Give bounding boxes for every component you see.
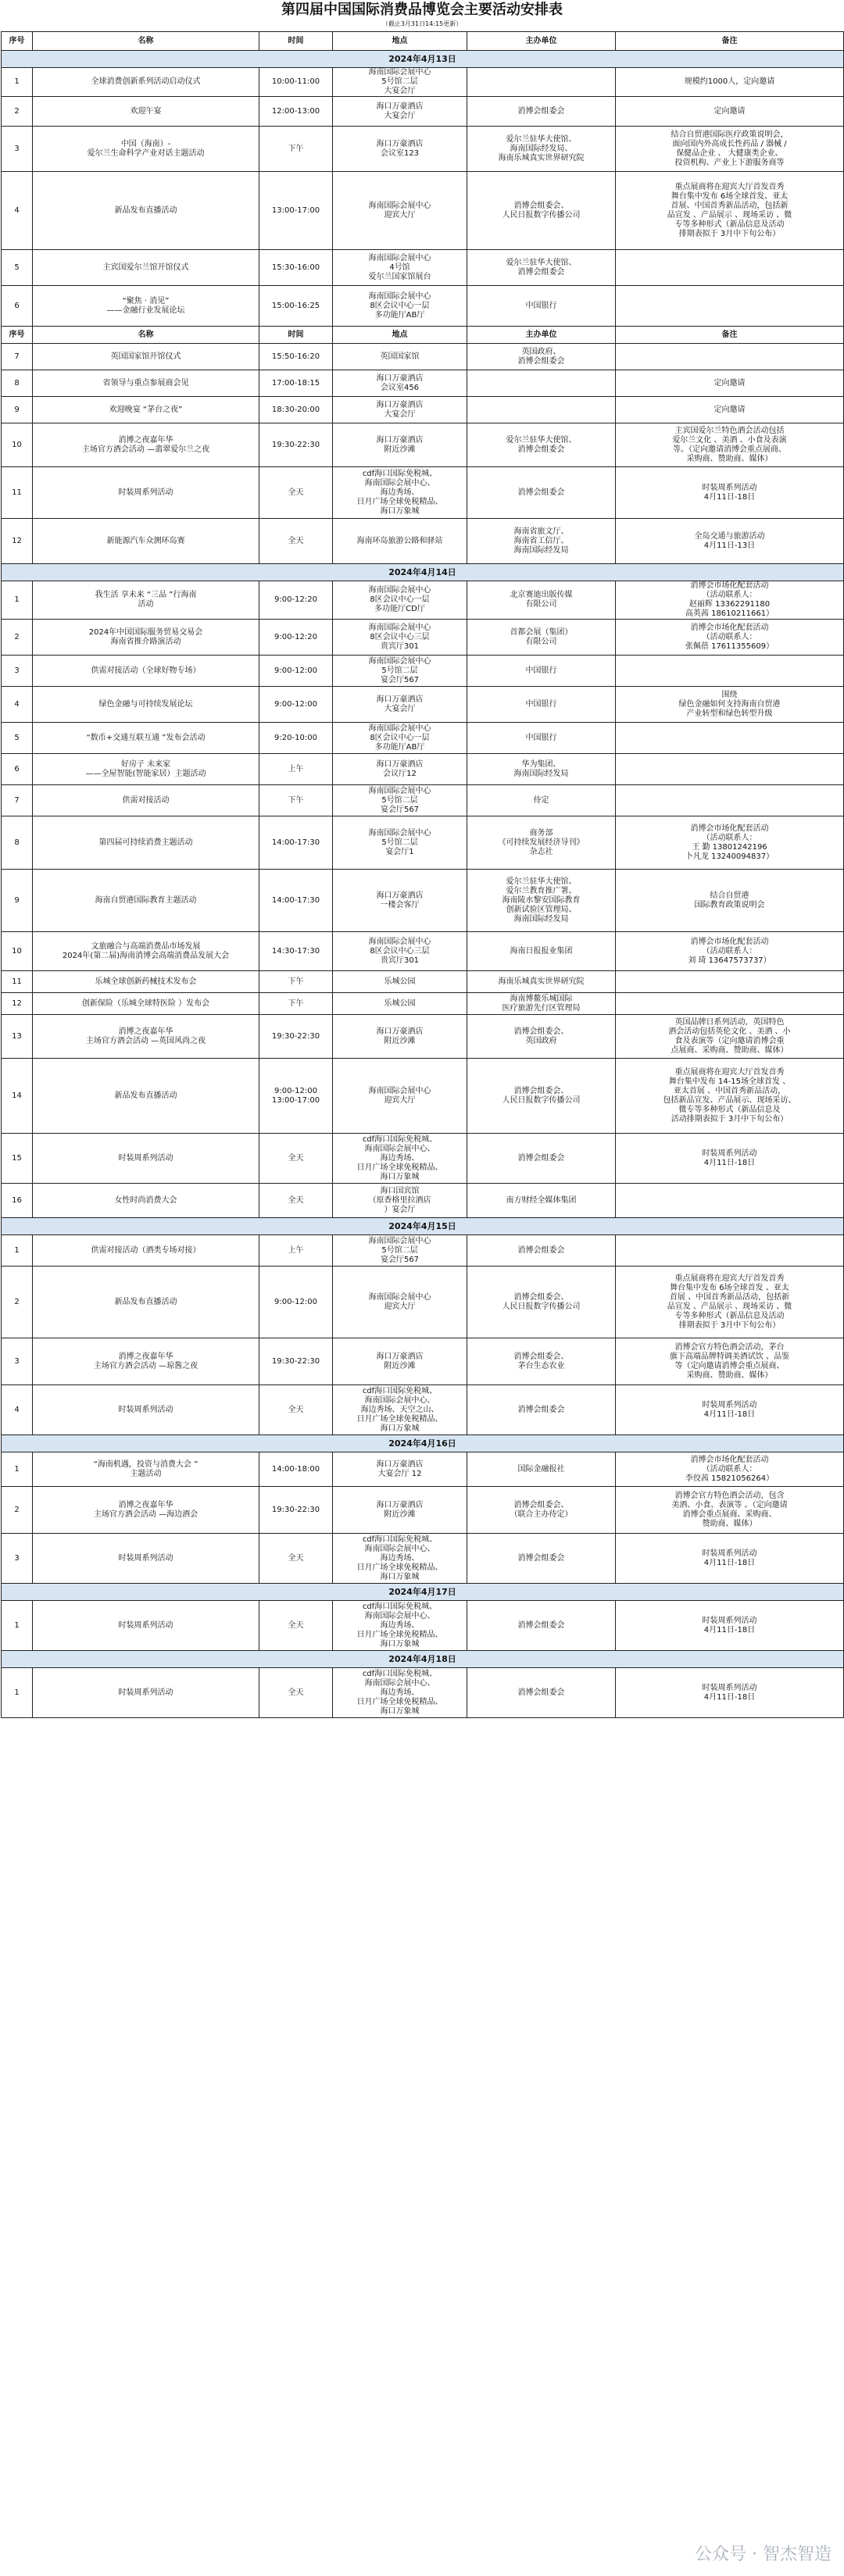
- event-organizer: 爱尔兰驻华大使馆、 消博会组委会: [467, 423, 616, 467]
- event-note: [616, 754, 844, 785]
- event-note: 时装周系列活动 4月11日-18日: [616, 1534, 844, 1584]
- event-name: 英国国家馆开馆仪式: [33, 344, 259, 370]
- event-note: [616, 656, 844, 687]
- event-note: [616, 993, 844, 1015]
- table-row: [2, 993, 844, 1015]
- event-place: 海南国际会展中心 4号馆 爱尔兰国家馆展台: [333, 250, 467, 286]
- event-time: 12:00-13:00: [259, 97, 333, 127]
- event-name: 时装周系列活动: [33, 467, 259, 519]
- event-note: 消博会市场化配套活动 （活动联系人： 王 勤 13801242196 卜凡龙 13240094837）: [616, 816, 844, 870]
- event-note: 定向邀请: [616, 397, 844, 423]
- event-organizer: 商务部 《可持续发展经济导刊》 杂志社: [467, 816, 616, 870]
- event-note: 时装周系列活动 4月11日-18日: [616, 1385, 844, 1435]
- event-organizer: [467, 397, 616, 423]
- table-row: [2, 286, 844, 327]
- event-time: 15:30-16:00: [259, 250, 333, 286]
- event-name: 创新保险（乐城全球特医险 ）发布会: [33, 993, 259, 1015]
- header-organizer: 主办单位: [467, 32, 616, 51]
- event-time: 14:00-18:00: [259, 1452, 333, 1487]
- event-name: 全球消费创新系列活动启动仪式: [33, 68, 259, 97]
- row-no: 8: [2, 370, 33, 397]
- event-organizer: 中国银行: [467, 656, 616, 687]
- event-name: 女性时尚消费大会: [33, 1184, 259, 1218]
- event-organizer: 消博会组委会、 茅台生态农业: [467, 1338, 616, 1385]
- date-section-row: [2, 1651, 844, 1668]
- event-name: 海南自贸港国际教育主题活动: [33, 870, 259, 932]
- table-row: [2, 754, 844, 785]
- event-note: 消博会市场化配套活动 （活动联系人： 刘 琦 13647573737）: [616, 932, 844, 971]
- row-no: 4: [2, 1385, 33, 1435]
- event-place: 海南国际会展中心 8区会议中心一层 多功能厅CD厅: [333, 581, 467, 620]
- event-place: 海口国宾馆 （原香格里拉酒店 ）宴会厅: [333, 1184, 467, 1218]
- event-note: [616, 971, 844, 993]
- row-no: 10: [2, 423, 33, 467]
- event-organizer: 待定: [467, 785, 616, 816]
- event-organizer: 华为集团、 海南国际经发局: [467, 754, 616, 785]
- event-time: 全天: [259, 1534, 333, 1584]
- event-organizer: 海南博鳌乐城国际 医疗旅游先行区管理局: [467, 993, 616, 1015]
- event-note: 重点展商将在迎宾大厅首发首秀 舞台集中发布 6场全球首发、亚太 首展、中国首秀新品活动，包括新 品宣发 、产品展示 、现场采访 、微 专等多种形式（新品信息及活动 排期表拟于 3月中下旬公布）: [616, 172, 844, 250]
- event-note: [616, 1184, 844, 1218]
- event-place: 海口万豪酒店 会议室456: [333, 370, 467, 397]
- event-name: 消博之夜嘉年华 主场官方酒会活动 —海边酒会: [33, 1487, 259, 1534]
- event-time: 全天: [259, 1668, 333, 1718]
- event-name: “海南机遇，投资与消费大会 ” 主题活动: [33, 1452, 259, 1487]
- event-note: [616, 723, 844, 754]
- event-name: 新品发布直播活动: [33, 1059, 259, 1134]
- table-row: [2, 687, 844, 723]
- event-organizer: 消博会组委会: [467, 1235, 616, 1267]
- event-name: “聚焦 · 消见” ——金融行业发展论坛: [33, 286, 259, 327]
- table-row: [2, 1235, 844, 1267]
- table-row: [2, 870, 844, 932]
- table-row: [2, 620, 844, 656]
- row-no: 1: [2, 1601, 33, 1651]
- event-time: 19:30-22:30: [259, 1015, 333, 1059]
- event-place: 海口万豪酒店 附近沙滩: [333, 1487, 467, 1534]
- event-note: 时装周系列活动 4月11日-18日: [616, 1668, 844, 1718]
- event-organizer: 中国银行: [467, 723, 616, 754]
- table-row: [2, 816, 844, 870]
- event-note: 时装周系列活动 4月11日-18日: [616, 1601, 844, 1651]
- date-section-row: [2, 51, 844, 68]
- event-name: “数币+交通互联互通 ”发布会活动: [33, 723, 259, 754]
- event-place: 海口万豪酒店 附近沙滩: [333, 423, 467, 467]
- table-row: [2, 370, 844, 397]
- table-row: [2, 1668, 844, 1718]
- row-no: 13: [2, 1015, 33, 1059]
- event-place: 海南国际会展中心 迎宾大厅: [333, 1059, 467, 1134]
- event-time: 全天: [259, 519, 333, 564]
- event-organizer: 消博会组委会: [467, 1134, 616, 1184]
- repeat-header-organizer: 主办单位: [467, 327, 616, 344]
- event-name: 2024年中国国际服务贸易交易会 海南省推介路演活动: [33, 620, 259, 656]
- event-name: 第四届可持续消费主题活动: [33, 816, 259, 870]
- table-row: [2, 785, 844, 816]
- row-no: 6: [2, 286, 33, 327]
- event-name: 供需对接活动: [33, 785, 259, 816]
- event-name: 好房子 未来家 ——全屋智能(智能家居）主题活动: [33, 754, 259, 785]
- event-place: 海口万豪酒店 一楼会客厅: [333, 870, 467, 932]
- event-organizer: 消博会组委会、 人民日报数字传播公司: [467, 1059, 616, 1134]
- table-row: [2, 344, 844, 370]
- table-row: [2, 250, 844, 286]
- row-no: 6: [2, 754, 33, 785]
- event-organizer: 消博会组委会、 英国政府: [467, 1015, 616, 1059]
- event-organizer: 海南日报报业集团: [467, 932, 616, 971]
- event-note: [616, 785, 844, 816]
- row-no: 8: [2, 816, 33, 870]
- event-place: 海口万豪酒店 会议室123: [333, 127, 467, 172]
- event-time: 全天: [259, 467, 333, 519]
- event-time: 10:00-11:00: [259, 68, 333, 97]
- event-organizer: 消博会组委会、 （联合主办待定）: [467, 1487, 616, 1534]
- row-no: 11: [2, 971, 33, 993]
- event-time: 9:00-12:00: [259, 656, 333, 687]
- event-place: 海南国际会展中心 8区会议中心一层 多功能厅AB厅: [333, 723, 467, 754]
- repeated-header-row: [2, 327, 844, 344]
- event-organizer: 消博会组委会: [467, 1534, 616, 1584]
- row-no: 5: [2, 723, 33, 754]
- event-time: 全天: [259, 1184, 333, 1218]
- row-no: 2: [2, 1267, 33, 1338]
- row-no: 12: [2, 519, 33, 564]
- row-no: 2: [2, 97, 33, 127]
- event-name: 供需对接活动（酒类专场对接）: [33, 1235, 259, 1267]
- event-place: 海口万豪酒店 大宴会厅: [333, 397, 467, 423]
- event-note: [616, 286, 844, 327]
- event-organizer: 消博会组委会、 人民日报数字传播公司: [467, 172, 616, 250]
- event-time: 14:30-17:30: [259, 932, 333, 971]
- event-time: 下午: [259, 971, 333, 993]
- event-time: 15:00-16:25: [259, 286, 333, 327]
- event-organizer: 南方财经全媒体集团: [467, 1184, 616, 1218]
- event-time: 下午: [259, 785, 333, 816]
- event-name: 乐城全球创新药械技术发布会: [33, 971, 259, 993]
- event-name: 时装周系列活动: [33, 1534, 259, 1584]
- event-organizer: [467, 68, 616, 97]
- event-name: 时装周系列活动: [33, 1385, 259, 1435]
- update-note: （截止3月31日14:15更新）: [381, 20, 463, 27]
- event-place: cdf海口国际免税城、 海南国际会展中心、 海边秀场、天空之山、 日月广场全球免税精品、 海口万象城: [333, 1385, 467, 1435]
- date-section-label: 2024年4月16日: [2, 1435, 844, 1452]
- event-name: 消博之夜嘉年华 主场官方酒会活动 —英国风尚之夜: [33, 1015, 259, 1059]
- date-section-row: [2, 1218, 844, 1235]
- row-no: 9: [2, 870, 33, 932]
- event-organizer: 海南省旅文厅、 海南省工信厅、 海南国际经发局: [467, 519, 616, 564]
- event-note: 定向邀请: [616, 97, 844, 127]
- event-name: 消博之夜嘉年华 主场官方酒会活动 —翡翠爱尔兰之夜: [33, 423, 259, 467]
- event-time: 19:30-22:30: [259, 1487, 333, 1534]
- repeat-header-note: 备注: [616, 327, 844, 344]
- event-name: 时装周系列活动: [33, 1668, 259, 1718]
- event-place: 海南国际会展中心 5号馆二层 宴会厅567: [333, 1235, 467, 1267]
- event-organizer: 消博会组委会: [467, 97, 616, 127]
- event-time: 9:00-12:00: [259, 687, 333, 723]
- event-name: 消博之夜嘉年华 主场官方酒会活动 —琼酱之夜: [33, 1338, 259, 1385]
- event-time: 全天: [259, 1385, 333, 1435]
- row-no: 3: [2, 1534, 33, 1584]
- event-organizer: 消博会组委会: [467, 1385, 616, 1435]
- event-organizer: 爱尔兰驻华大使馆、 海南国际经发局、 海南乐城真实世界研究院: [467, 127, 616, 172]
- event-time: 上午: [259, 754, 333, 785]
- event-name: 新能源汽车众测环岛赛: [33, 519, 259, 564]
- event-note: 时装周系列活动 4月11日-18日: [616, 1134, 844, 1184]
- schedule-body: [2, 51, 844, 1718]
- event-place: 海南国际会展中心 5号馆二层 宴会厅1: [333, 816, 467, 870]
- table-row: [2, 1267, 844, 1338]
- event-time: 19:30-22:30: [259, 423, 333, 467]
- event-organizer: 消博会组委会: [467, 1668, 616, 1718]
- repeat-header-name: 名称: [33, 327, 259, 344]
- event-place: cdf海口国际免税城、 海南国际会展中心、 海边秀场、 日月广场全球免税精品、 海口万象城: [333, 1534, 467, 1584]
- date-section-row: [2, 1435, 844, 1452]
- event-note: 消博会官方特色酒会活动，包含 美酒、小食、表演等 。（定向邀请 消博会重点展商、采购商、 赞助商、媒体）: [616, 1487, 844, 1534]
- header-name: 名称: [33, 32, 259, 51]
- table-row: [2, 1487, 844, 1534]
- event-place: 海南国际会展中心 8区会议中心一层 多功能厅AB厅: [333, 286, 467, 327]
- event-place: 海口万豪酒店 大宴会厅: [333, 687, 467, 723]
- row-no: 7: [2, 785, 33, 816]
- event-time: 9:00-12:20: [259, 581, 333, 620]
- event-note: [616, 344, 844, 370]
- event-note: 定向邀请: [616, 370, 844, 397]
- row-no: 10: [2, 932, 33, 971]
- row-no: 2: [2, 1487, 33, 1534]
- event-time: 9:00-12:20: [259, 620, 333, 656]
- event-organizer: [467, 370, 616, 397]
- table-row: [2, 971, 844, 993]
- table-row: [2, 423, 844, 467]
- event-name: 时装周系列活动: [33, 1601, 259, 1651]
- event-place: cdf海口国际免税城、 海南国际会展中心、 海边秀场、 日月广场全球免税精品、 海口万象城: [333, 1668, 467, 1718]
- event-name: 时装周系列活动: [33, 1134, 259, 1184]
- table-row: [2, 519, 844, 564]
- header-place: 地点: [333, 32, 467, 51]
- event-time: 下午: [259, 993, 333, 1015]
- row-no: 11: [2, 467, 33, 519]
- event-place: 海南国际会展中心 迎宾大厅: [333, 1267, 467, 1338]
- row-no: 16: [2, 1184, 33, 1218]
- event-time: 9:20-10:00: [259, 723, 333, 754]
- event-name: 中国（海南）- 爱尔兰生命科学产业对话主题活动: [33, 127, 259, 172]
- event-note: 消博会市场化配套活动 （活动联系人： 李佼茜 15821056264）: [616, 1452, 844, 1487]
- event-name: 新品发布直播活动: [33, 172, 259, 250]
- row-no: 2: [2, 620, 33, 656]
- table-row: [2, 1385, 844, 1435]
- event-organizer: 首都会展（集团） 有限公司: [467, 620, 616, 656]
- row-no: 15: [2, 1134, 33, 1184]
- row-no: 1: [2, 1668, 33, 1718]
- event-organizer: 爱尔兰驻华大使馆、 爱尔兰教育推广署、 海南陵水黎安国际教育 创新试验区管理局、 海南国际经发局: [467, 870, 616, 932]
- event-organizer: 英国政府、 消博会组委会: [467, 344, 616, 370]
- event-place: 海口万豪酒店 附近沙滩: [333, 1015, 467, 1059]
- event-note: 重点展商将在迎宾大厅首发首秀 舞台集中发布 6场全球首发 、亚太 首展 、中国首秀新品活动，包括新 品宣发 、产品展示 、现场采访 、微 专等多种形式（新品信息及活动 排期表拟于 3月中下旬公布）: [616, 1267, 844, 1338]
- table-row: [2, 1015, 844, 1059]
- table-row: [2, 1134, 844, 1184]
- event-time: 14:00-17:30: [259, 816, 333, 870]
- repeat-header-no: 序号: [2, 327, 33, 344]
- event-organizer: 海南乐城真实世界研究院: [467, 971, 616, 993]
- event-name: 绿色金融与可持续发展论坛: [33, 687, 259, 723]
- event-name: 欢迎晚宴 “茅台之夜”: [33, 397, 259, 423]
- date-section-row: [2, 1584, 844, 1601]
- event-name: 主宾国爱尔兰馆开馆仪式: [33, 250, 259, 286]
- table-row: [2, 1059, 844, 1134]
- table-row: [2, 656, 844, 687]
- event-note: 围绕 绿色金融如何支持海南自贸港 产业转型和绿色转型升级: [616, 687, 844, 723]
- event-organizer: 国际金融报社: [467, 1452, 616, 1487]
- row-no: 7: [2, 344, 33, 370]
- event-place: 英国国家馆: [333, 344, 467, 370]
- event-note: 结合自贸港国际医疗政策说明会， 面向国内外高成长性药品 / 器械 / 保健品企业 、 大健康类企业、 投资机构、产业上下游服务商等: [616, 127, 844, 172]
- event-place: 海南国际会展中心 迎宾大厅: [333, 172, 467, 250]
- table-row: [2, 1452, 844, 1487]
- event-time: 17:00-18:15: [259, 370, 333, 397]
- event-place: 海口万豪酒店 大宴会厅 12: [333, 1452, 467, 1487]
- event-name: 供需对接活动（全球好物专场）: [33, 656, 259, 687]
- date-section-label: 2024年4月18日: [2, 1651, 844, 1668]
- table-row: [2, 1338, 844, 1385]
- table-row: [2, 397, 844, 423]
- event-organizer: 消博会组委会: [467, 1601, 616, 1651]
- table-row: [2, 172, 844, 250]
- row-no: 4: [2, 172, 33, 250]
- date-section-label: 2024年4月13日: [2, 51, 844, 68]
- event-name: 我生活 享未来 “三品 ”行海南 活动: [33, 581, 259, 620]
- event-place: 乐城公园: [333, 993, 467, 1015]
- event-name: 省领导与重点参展商会见: [33, 370, 259, 397]
- date-section-label: 2024年4月17日: [2, 1584, 844, 1601]
- event-organizer: 北京赛迪出版传媒 有限公司: [467, 581, 616, 620]
- event-place: 海口万豪酒店 大宴会厅: [333, 97, 467, 127]
- event-place: 海南国际会展中心 5号馆二层 大宴会厅: [333, 68, 467, 97]
- event-note: 规模约1000人，定向邀请: [616, 68, 844, 97]
- event-time: 下午: [259, 127, 333, 172]
- table-row: [2, 1184, 844, 1218]
- event-organizer: 爱尔兰驻华大使馆、 消博会组委会: [467, 250, 616, 286]
- event-time: 18:30-20:00: [259, 397, 333, 423]
- event-note: 消博会市场化配套活动 （活动联系人： 赵丽辉 13362291180 高英茜 18610211661）: [616, 581, 844, 620]
- header-time: 时间: [259, 32, 333, 51]
- row-no: 3: [2, 127, 33, 172]
- date-section-label: 2024年4月14日: [2, 564, 844, 581]
- watermark: 公众号 · 智杰智造: [695, 2545, 831, 2564]
- event-place: 乐城公园: [333, 971, 467, 993]
- event-name: 欢迎午宴: [33, 97, 259, 127]
- event-note: 英国品牌日系列活动，英国特色 酒会活动包括英伦文化 、美酒 、小 食及表演等（定向邀请消博会重 点展商、采购商、赞助商、媒体）: [616, 1015, 844, 1059]
- event-time: 19:30-22:30: [259, 1338, 333, 1385]
- table-row: [2, 1534, 844, 1584]
- header-note: 备注: [616, 32, 844, 51]
- event-place: 海南国际会展中心 8区会议中心三层 贵宾厅301: [333, 932, 467, 971]
- schedule-table: [1, 31, 844, 1718]
- event-note: 消博会市场化配套活动 （活动联系人： 张佩蓓 17611355609）: [616, 620, 844, 656]
- date-section-row: [2, 564, 844, 581]
- event-time: 15:50-16:20: [259, 344, 333, 370]
- event-organizer: 消博会组委会、 人民日报数字传播公司: [467, 1267, 616, 1338]
- event-time: 全天: [259, 1601, 333, 1651]
- event-note: 重点展商将在迎宾大厅首发首秀 舞台集中发布 14-15场全球首发 、 亚太首展 、中国首秀新品活动， 包括新品宣发、产品展示、现场采访、 微专等多种形式（新品信息及 活动排期表拟于 3月中下旬公布）: [616, 1059, 844, 1134]
- repeat-header-place: 地点: [333, 327, 467, 344]
- table-row: [2, 97, 844, 127]
- event-note: 结合自贸港 国际教育政策说明会: [616, 870, 844, 932]
- event-time: 13:00-17:00: [259, 172, 333, 250]
- event-time: 全天: [259, 1134, 333, 1184]
- event-place: 海南国际会展中心 5号馆二层 宴会厅567: [333, 785, 467, 816]
- table-row: [2, 1601, 844, 1651]
- event-place: cdf海口国际免税城、 海南国际会展中心、 海边秀场、 日月广场全球免税精品、 海口万象城: [333, 1134, 467, 1184]
- event-time: 上午: [259, 1235, 333, 1267]
- row-no: 4: [2, 687, 33, 723]
- event-note: 消博会官方特色酒会活动，茅台 旗下高端品牌特调美酒试饮 、品鉴 等（定向邀请消博会重点展商、 采购商、赞助商、媒体）: [616, 1338, 844, 1385]
- row-no: 1: [2, 1235, 33, 1267]
- row-no: 1: [2, 1452, 33, 1487]
- event-note: [616, 1235, 844, 1267]
- event-place: 海口万豪酒店 附近沙滩: [333, 1338, 467, 1385]
- table-row: [2, 932, 844, 971]
- event-place: cdf海口国际免税城、 海南国际会展中心、 海边秀场、 日月广场全球免税精品、 海口万象城: [333, 467, 467, 519]
- event-time: 9:00-12:00 13:00-17:00: [259, 1059, 333, 1134]
- table-row: [2, 581, 844, 620]
- event-name: 文旅融合与高端消费品市场发展 2024年(第二届)海南消博会高端消费品发展大会: [33, 932, 259, 971]
- event-place: 海南国际会展中心 5号馆二层 宴会厅567: [333, 656, 467, 687]
- event-time: 9:00-12:00: [259, 1267, 333, 1338]
- event-note: 全岛交通与旅游活动 4月11日-13日: [616, 519, 844, 564]
- table-header-row: [2, 32, 844, 51]
- date-section-label: 2024年4月15日: [2, 1218, 844, 1235]
- event-organizer: 消博会组委会: [467, 467, 616, 519]
- row-no: 5: [2, 250, 33, 286]
- row-no: 3: [2, 1338, 33, 1385]
- row-no: 12: [2, 993, 33, 1015]
- event-note: 主宾国爱尔兰特色酒会活动包括 爱尔兰文化 、美酒 、小食及表演 等。（定向邀请消博会重点展商、 采购商、赞助商、媒体）: [616, 423, 844, 467]
- row-no: 9: [2, 397, 33, 423]
- event-place: cdf海口国际免税城、 海南国际会展中心、 海边秀场、 日月广场全球免税精品、 海口万象城: [333, 1601, 467, 1651]
- row-no: 14: [2, 1059, 33, 1134]
- row-no: 3: [2, 656, 33, 687]
- event-note: [616, 250, 844, 286]
- event-place: 海南环岛旅游公路和驿站: [333, 519, 467, 564]
- row-no: 1: [2, 68, 33, 97]
- event-place: 海南国际会展中心 8区会议中心三层 贵宾厅301: [333, 620, 467, 656]
- event-place: 海口万豪酒店 会议厅12: [333, 754, 467, 785]
- table-row: [2, 68, 844, 97]
- event-time: 14:00-17:30: [259, 870, 333, 932]
- table-row: [2, 127, 844, 172]
- table-row: [2, 723, 844, 754]
- header-no: 序号: [2, 32, 33, 51]
- repeat-header-time: 时间: [259, 327, 333, 344]
- event-organizer: 中国银行: [467, 286, 616, 327]
- event-note: 时装周系列活动 4月11日-18日: [616, 467, 844, 519]
- event-organizer: 中国银行: [467, 687, 616, 723]
- table-row: [2, 467, 844, 519]
- page-title: 第四届中国国际消费品博览会主要活动安排表: [281, 2, 563, 18]
- event-name: 新品发布直播活动: [33, 1267, 259, 1338]
- row-no: 1: [2, 581, 33, 620]
